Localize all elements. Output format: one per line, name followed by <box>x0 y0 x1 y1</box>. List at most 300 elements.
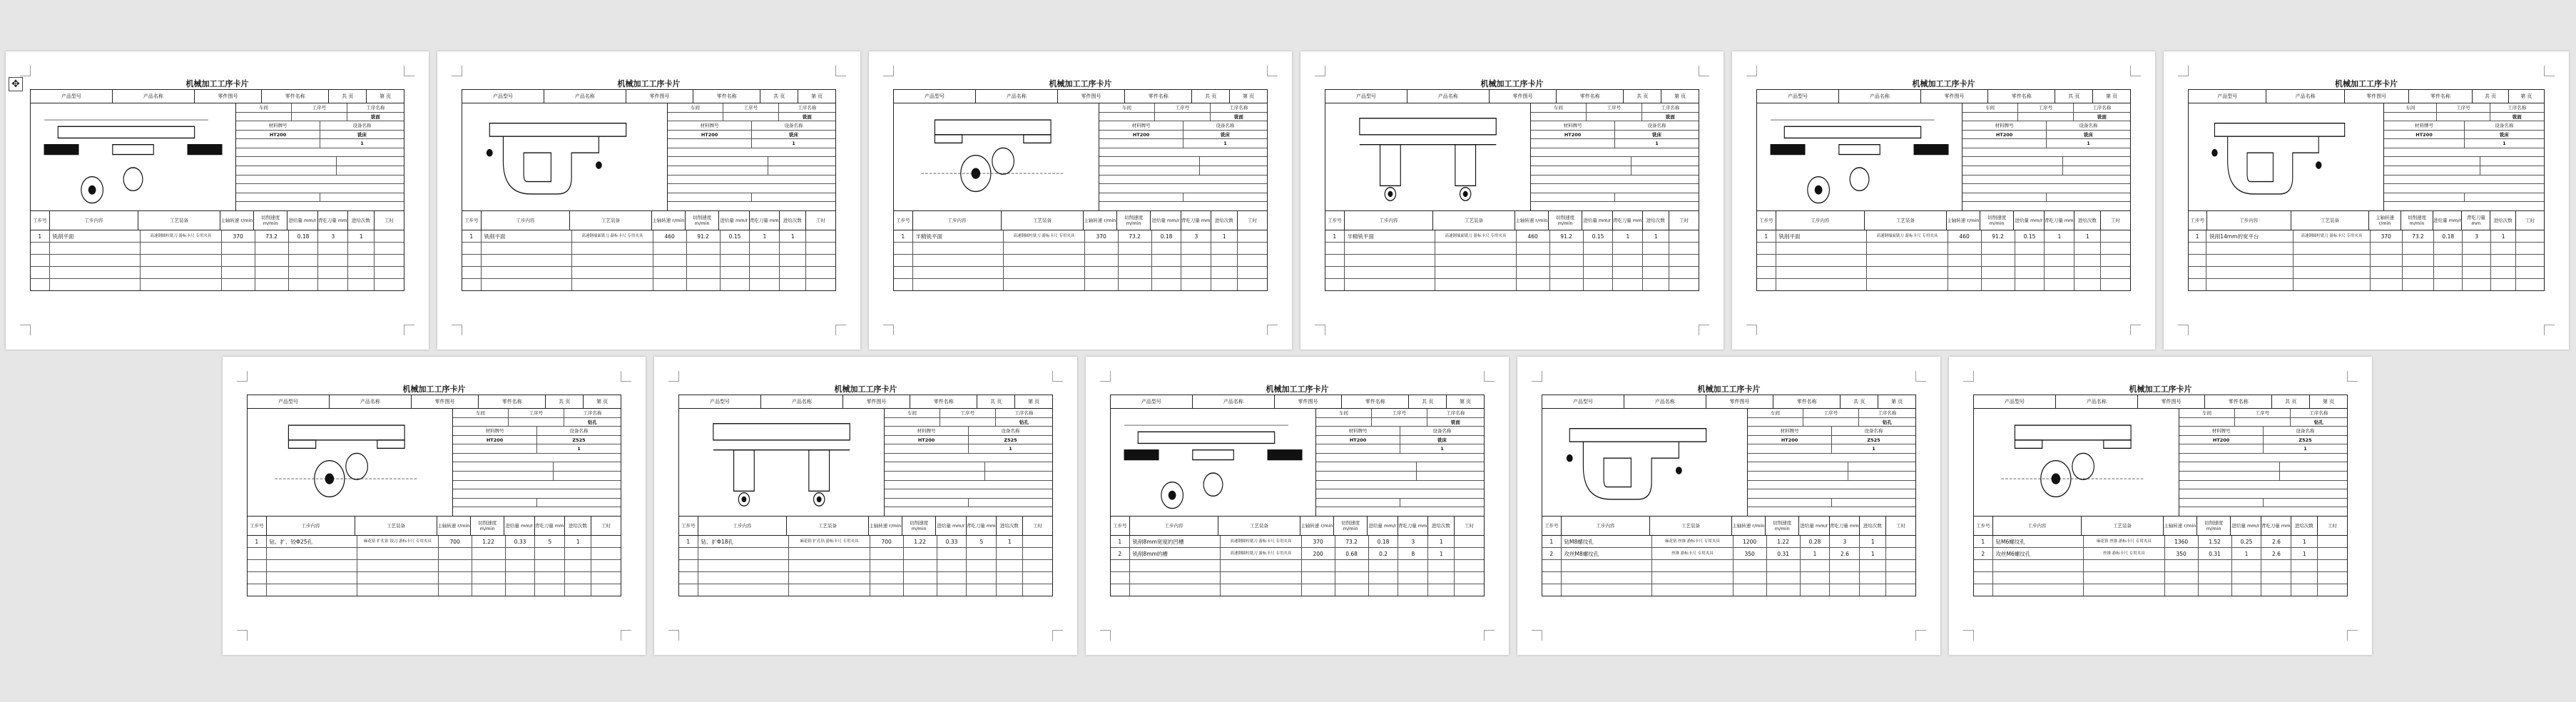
step-no <box>1757 255 1776 266</box>
field-process-no: 工序号 <box>1372 409 1427 417</box>
info-cell <box>2384 202 2544 210</box>
info-row <box>1316 436 1484 445</box>
info-cell <box>1316 462 1417 471</box>
steps-header-feed: 进给量 mm/r <box>504 517 534 535</box>
step-passes <box>780 267 806 278</box>
step-feed <box>1584 255 1614 266</box>
step-speed: 200 <box>1302 548 1335 559</box>
info-cell <box>1531 139 1615 148</box>
step-no <box>1974 584 1993 596</box>
step-content <box>1776 267 1868 278</box>
field-material: 材料牌号 <box>2384 121 2464 130</box>
header-part-name: 零件名称 <box>2205 395 2272 408</box>
process-table[interactable] <box>678 395 1053 596</box>
info-row <box>1748 454 1915 463</box>
step-speed <box>1302 560 1335 571</box>
info-row <box>668 113 835 122</box>
crop-mark <box>1052 630 1063 641</box>
step-feed <box>2015 279 2045 290</box>
step-equip <box>2294 267 2371 278</box>
step-content: 铣削8mm宽度的凹槽 <box>1130 536 1221 547</box>
step-depth <box>1181 279 1211 290</box>
table-row <box>1111 560 1484 572</box>
steps-header-depth: 背吃刀量 mm <box>2045 211 2074 230</box>
crop-mark <box>452 66 462 76</box>
step-equip <box>1867 279 1948 290</box>
step-feed <box>1369 572 1399 584</box>
step-depth <box>318 255 348 266</box>
step-speed: 370 <box>1302 536 1335 547</box>
header-part-name: 零件名称 <box>262 90 329 103</box>
step-passes: 1 <box>1860 548 1886 559</box>
info-row <box>2179 499 2347 508</box>
step-feed <box>2434 279 2463 290</box>
step-passes <box>2291 584 2318 596</box>
card-title: 机械加工工序卡片 <box>1697 385 1761 394</box>
info-cell <box>236 193 320 202</box>
steps-header-equipment: 工艺装备 <box>1002 211 1083 230</box>
header-row <box>1325 90 1699 103</box>
step-feed <box>1801 572 1831 584</box>
process-card <box>2188 78 2545 291</box>
info-cell <box>554 462 621 471</box>
step-hours <box>1886 584 1915 596</box>
info-cell <box>537 499 621 507</box>
step-feed <box>937 572 967 584</box>
step-speed <box>439 572 472 584</box>
header-product-model: 产品型号 <box>679 395 761 408</box>
step-hours <box>1669 279 1699 290</box>
field-machine-value: 铣床 <box>357 132 367 138</box>
info-row <box>1531 176 1699 185</box>
steps-header-hours: 工时 <box>1247 218 1257 223</box>
steps-header-step-no: 工步号 <box>2189 211 2207 230</box>
table-row <box>2189 279 2544 290</box>
info-cell <box>292 113 347 121</box>
process-card <box>1542 384 1916 596</box>
field-qty: 1 <box>2303 446 2307 452</box>
process-table[interactable] <box>893 89 1268 291</box>
crop-mark <box>1532 630 1542 641</box>
step-passes <box>2074 243 2101 254</box>
step-passes <box>997 560 1023 571</box>
steps-header-step-no: 工步号 <box>1111 517 1130 535</box>
crop-mark <box>835 325 846 335</box>
steps-header-feed: 进给量 mm/r <box>2433 211 2462 230</box>
step-depth <box>1613 255 1643 266</box>
info-row <box>1531 131 1699 140</box>
sketch-area <box>1757 103 1962 210</box>
table-row <box>1111 548 1484 560</box>
field-machine-value: 铣床 <box>1652 132 1662 138</box>
process-table[interactable] <box>247 395 621 596</box>
step-hours <box>591 536 621 547</box>
info-row <box>1962 121 2130 131</box>
table-row <box>1325 230 1699 243</box>
table-row <box>2189 267 2544 279</box>
info-cell <box>668 157 768 166</box>
info-row <box>885 462 1052 472</box>
field-workshop: 车间 <box>1316 409 1372 417</box>
info-row <box>885 427 1052 436</box>
steps-header-passes: 进给次数 <box>348 211 375 230</box>
step-hours <box>806 230 835 242</box>
process-card <box>1110 384 1485 596</box>
process-card <box>1973 384 2348 596</box>
step-equip <box>1435 255 1516 266</box>
steps-header-speed: 主轴转速 r/min <box>1300 517 1334 535</box>
table-row <box>2189 243 2544 255</box>
header-part-name: 零件名称 <box>479 395 546 408</box>
crop-mark <box>1484 371 1495 382</box>
info-cell <box>1748 462 1848 471</box>
info-cell <box>1099 157 1200 166</box>
header-part-drawing: 零件图号 <box>1275 395 1342 408</box>
info-row <box>1099 131 1267 140</box>
steps-header-step-content: 工步内容 <box>50 211 139 230</box>
step-depth <box>1181 243 1211 254</box>
info-cell <box>320 193 404 202</box>
step-cut <box>687 243 721 254</box>
info-row <box>1962 148 2130 158</box>
info-row <box>1962 157 2130 166</box>
step-equip: 高速钢圆柱铣刀 游标卡尺 专用夹具 <box>2294 230 2371 242</box>
step-passes <box>2074 279 2101 290</box>
step-hours <box>1238 255 1267 266</box>
info-cell <box>985 472 1052 480</box>
header-row <box>248 395 621 409</box>
steps-header-hours: 工时 <box>1464 523 1474 529</box>
step-no: 1 <box>1974 536 1993 547</box>
step-depth: 1 <box>2045 230 2074 242</box>
steps-header-cut-speed: 切削速度 m/min <box>2401 211 2433 230</box>
field-process-no: 工序号 <box>509 409 564 417</box>
info-row <box>453 454 621 463</box>
steps-header-hours: 工时 <box>601 523 611 529</box>
info-row <box>885 481 1052 490</box>
field-machine-label: 设备名称 <box>1864 428 1883 434</box>
step-speed: 350 <box>1734 548 1767 559</box>
step-passes <box>565 584 591 596</box>
step-cut <box>1982 255 2015 266</box>
info-cell <box>668 184 835 193</box>
step-hours <box>2318 584 2347 596</box>
step-feed <box>721 255 750 266</box>
step-cut <box>1550 255 1584 266</box>
step-feed: 0.18 <box>289 230 319 242</box>
crop-mark <box>2544 66 2555 76</box>
step-content <box>1993 560 2084 571</box>
info-cell <box>1531 113 1587 121</box>
step-no <box>679 560 698 571</box>
step-cut <box>1119 255 1152 266</box>
info-row <box>453 409 621 418</box>
steps-header-step-content: 工步内容 <box>482 211 571 230</box>
info-row <box>2179 436 2347 445</box>
steps-header-passes: 进给次数 <box>997 517 1023 535</box>
header-part-drawing: 零件图号 <box>2138 395 2205 408</box>
step-no <box>679 572 698 584</box>
header-product-model: 产品型号 <box>1974 395 2056 408</box>
info-panel <box>1962 103 2130 210</box>
step-no: 1 <box>248 536 267 547</box>
info-row <box>1962 103 2130 113</box>
info-cell <box>2179 507 2347 516</box>
step-feed <box>289 255 319 266</box>
step-cut <box>904 548 937 559</box>
step-passes <box>1643 255 1669 266</box>
info-row <box>453 499 621 508</box>
table-row <box>1325 267 1699 279</box>
info-row <box>1531 166 1699 176</box>
info-cell <box>1848 472 1915 480</box>
info-cell <box>2437 113 2490 121</box>
step-cut <box>1119 267 1152 278</box>
info-cell <box>2179 418 2235 427</box>
header-part-name: 零件名称 <box>1342 395 1409 408</box>
info-row <box>1099 202 1267 210</box>
header-total-pages: 共 页 <box>1192 90 1230 103</box>
step-hours <box>1886 548 1915 559</box>
card-title: 机械加工工序卡片 <box>185 79 249 88</box>
steps-header-passes: 进给次数 <box>1211 211 1238 230</box>
process-table[interactable] <box>1325 89 1699 291</box>
step-content <box>50 243 141 254</box>
field-workshop: 车间 <box>885 409 940 417</box>
header-product-model: 产品型号 <box>462 90 544 103</box>
document-page <box>1086 357 1509 655</box>
field-process-value: 钻孔 <box>1882 419 1892 425</box>
process-table[interactable] <box>1756 89 2131 291</box>
step-hours <box>1886 560 1915 571</box>
step-equip <box>1221 560 1301 571</box>
step-feed: 0.15 <box>2015 230 2045 242</box>
info-row <box>2179 507 2347 516</box>
step-hours <box>1023 572 1052 584</box>
sketch-area <box>462 103 668 210</box>
info-cell <box>1531 184 1699 193</box>
step-content: 钻、扩、铰Φ25孔 <box>267 536 358 547</box>
step-cut <box>687 267 721 278</box>
step-no <box>1111 572 1130 584</box>
info-row <box>1099 166 1267 176</box>
field-material-value: HT200 <box>1531 131 1615 139</box>
header-part-name: 零件名称 <box>1125 90 1192 103</box>
header-total-pages: 共 页 <box>329 90 367 103</box>
document-page <box>1732 51 2155 350</box>
info-cell <box>885 418 940 427</box>
step-speed <box>1302 572 1335 584</box>
header-product-model: 产品型号 <box>1111 395 1193 408</box>
info-row <box>1531 103 1699 113</box>
step-speed <box>1734 572 1767 584</box>
step-cut <box>472 584 506 596</box>
info-cell <box>2235 418 2291 427</box>
info-panel <box>1099 103 1267 210</box>
step-content: 铣削平面 <box>482 230 573 242</box>
step-content <box>2206 255 2294 266</box>
info-cell <box>236 176 404 184</box>
step-equip: 高速钢圆柱铣刀 游标卡尺 专用夹具 <box>1004 230 1084 242</box>
field-process-name: 工序名称 <box>1229 105 1248 111</box>
step-equip <box>2084 572 2164 584</box>
step-feed <box>1369 560 1399 571</box>
info-cell <box>885 444 969 453</box>
info-row <box>1531 148 1699 158</box>
info-cell <box>1316 481 1484 489</box>
info-cell <box>668 166 768 175</box>
sketch-area <box>248 409 453 516</box>
info-panel <box>885 409 1052 516</box>
step-cut: 73.2 <box>255 230 289 242</box>
header-row <box>679 395 1052 409</box>
info-row <box>668 121 835 131</box>
field-qty: 1 <box>577 446 581 452</box>
step-equip: 高速钢圆柱铣刀 游标卡尺 专用夹具 <box>1221 536 1301 547</box>
step-equip: 丝锥 游标卡尺 专用夹具 <box>1652 548 1733 559</box>
step-content <box>1345 267 1436 278</box>
info-cell <box>453 444 537 453</box>
info-row <box>2179 418 2347 427</box>
header-page-no: 第 页 <box>1242 93 1255 99</box>
info-cell <box>2179 499 2264 507</box>
process-table[interactable] <box>1542 395 1916 596</box>
steps-header-step-content: 工步内容 <box>1345 211 1434 230</box>
steps-header-step-content: 工步内容 <box>1562 517 1651 535</box>
step-equip <box>1221 584 1301 596</box>
steps-header-feed: 进给量 mm/r <box>2014 211 2044 230</box>
field-machine-value: 铣床 <box>789 132 799 138</box>
part-sketch <box>1757 103 1962 210</box>
step-content: 钻、扩Φ18孔 <box>698 536 790 547</box>
info-row <box>668 202 835 210</box>
info-row <box>1748 462 1915 472</box>
process-table[interactable] <box>30 89 404 291</box>
step-feed: 0.33 <box>937 536 967 547</box>
step-no: 2 <box>1111 548 1130 559</box>
steps-header-depth: 背吃刀量 mm <box>750 211 780 230</box>
info-row <box>1316 427 1484 436</box>
header-part-name: 零件名称 <box>2409 90 2473 103</box>
info-row <box>1316 454 1484 463</box>
step-depth <box>967 584 997 596</box>
steps-header-cut-speed: 切削速度 m/min <box>1766 517 1799 535</box>
step-cut: 0.68 <box>1335 548 1369 559</box>
process-table[interactable] <box>462 89 836 291</box>
step-content: 铣削14mm的宽平台 <box>2206 230 2294 242</box>
step-speed <box>2165 584 2199 596</box>
table-move-handle-icon[interactable]: ✥ <box>9 77 23 91</box>
info-row <box>1748 472 1915 481</box>
process-card <box>30 78 404 291</box>
step-passes: 1 <box>1860 536 1886 547</box>
table-row <box>1111 584 1484 596</box>
step-content <box>1345 255 1436 266</box>
upper-section <box>1325 103 1699 211</box>
step-feed <box>1801 584 1831 596</box>
step-content <box>2206 267 2294 278</box>
info-cell <box>1316 418 1372 427</box>
step-feed: 0.25 <box>2232 536 2262 547</box>
process-table[interactable] <box>1110 395 1485 596</box>
steps-header <box>1974 517 2347 536</box>
step-passes <box>780 243 806 254</box>
step-depth <box>2045 255 2074 266</box>
process-table[interactable] <box>2188 89 2545 291</box>
steps-header-step-content: 工步内容 <box>1993 517 2082 535</box>
step-speed <box>1948 279 1982 290</box>
step-feed <box>937 584 967 596</box>
step-depth <box>1398 572 1428 584</box>
header-product-model: 产品型号 <box>1757 90 1839 103</box>
document-page <box>6 51 429 350</box>
step-content <box>913 243 1004 254</box>
header-product-name: 产品名称 <box>113 90 195 103</box>
step-depth <box>1398 560 1428 571</box>
step-content <box>267 572 358 584</box>
steps-header-step-no: 工步号 <box>1325 211 1345 230</box>
crop-mark <box>883 66 894 76</box>
step-no: 2 <box>1542 548 1562 559</box>
info-cell <box>1631 157 1699 166</box>
steps-header-cut-speed: 切削速度 m/min <box>254 211 287 230</box>
steps-header-hours: 工时 <box>815 218 825 223</box>
info-cell <box>1748 472 1848 480</box>
step-depth: 8 <box>1398 548 1428 559</box>
info-row <box>885 507 1052 516</box>
info-cell <box>940 418 996 427</box>
step-feed: 0.18 <box>1369 536 1399 547</box>
process-table[interactable] <box>1973 395 2348 596</box>
info-cell <box>337 157 404 166</box>
steps-header-step-content: 工步内容 <box>1130 517 1219 535</box>
steps-header-step-content: 工步内容 <box>698 517 788 535</box>
step-depth: 3 <box>1830 536 1860 547</box>
step-feed <box>289 267 319 278</box>
step-passes <box>780 255 806 266</box>
field-machine-label: 设备名称 <box>2495 123 2514 129</box>
info-cell <box>885 489 1052 498</box>
field-machine-value: 铣床 <box>1437 437 1447 444</box>
steps-header-cut-speed: 切削速度 m/min <box>902 517 936 535</box>
table-row <box>679 572 1052 584</box>
header-total-pages: 共 页 <box>1409 395 1447 408</box>
header-row <box>1974 395 2347 409</box>
step-feed <box>2232 560 2262 571</box>
step-depth <box>967 548 997 559</box>
header-row <box>1757 90 2130 103</box>
info-cell <box>885 507 1052 516</box>
step-content <box>1776 255 1868 266</box>
step-depth <box>318 267 348 278</box>
field-process-no: 工序号 <box>2235 409 2291 417</box>
info-row <box>2384 176 2544 185</box>
crop-mark <box>404 66 414 76</box>
table-row <box>1757 255 2130 267</box>
step-passes: 1 <box>2074 230 2101 242</box>
step-speed <box>1734 584 1767 596</box>
info-row <box>2384 131 2544 140</box>
steps-header-cut-speed: 切削速度 m/min <box>1549 211 1582 230</box>
field-workshop: 车间 <box>236 103 292 112</box>
info-row <box>668 139 835 148</box>
info-row <box>1748 436 1915 445</box>
step-hours <box>2516 279 2544 290</box>
step-depth <box>2261 572 2291 584</box>
crop-mark <box>2347 371 2358 382</box>
step-equip <box>1867 243 1948 254</box>
table-row <box>1757 230 2130 243</box>
